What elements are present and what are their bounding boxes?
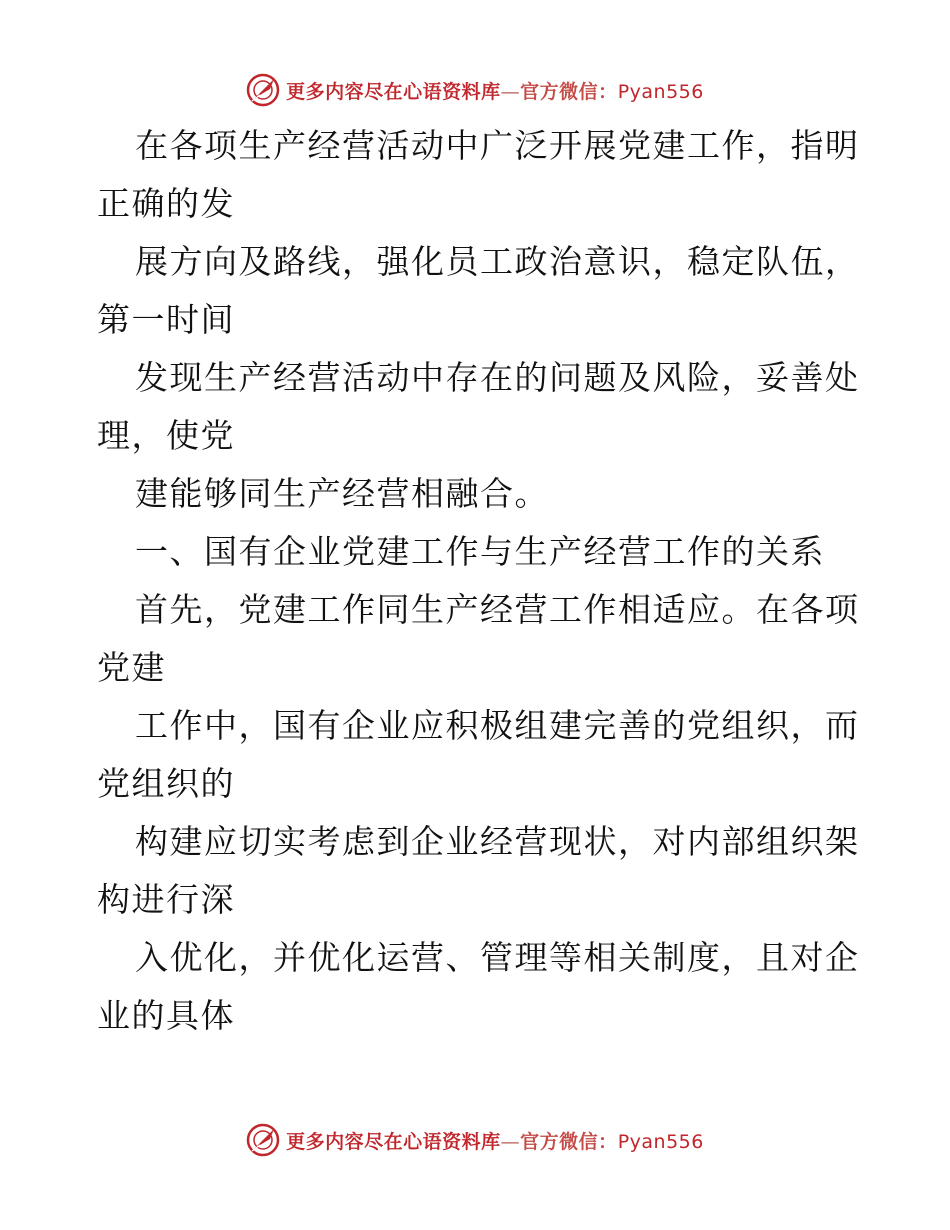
- text-line: 构建应切实考虑到企业经营现状，对内部组织架: [135, 822, 860, 861]
- text-line: 首先，党建工作同生产经营工作相适应。在各项: [135, 590, 860, 629]
- text-line: 入优化，并优化运营、管理等相关制度，且对企: [135, 938, 860, 977]
- footer-watermark-banner: [0, 1120, 950, 1160]
- quill-logo-icon: [246, 1123, 280, 1157]
- text-line: 工作中，国有企业应积极组建完善的党组织，而: [135, 706, 860, 745]
- text-line: 发现生产经营活动中存在的问题及风险，妥善处: [135, 358, 860, 397]
- section-heading: 一、国有企业党建工作与生产经营工作的关系: [135, 532, 825, 571]
- text-line: 展方向及路线，强化员工政治意识，稳定队伍，: [135, 242, 860, 281]
- banner-dash: —: [500, 1130, 521, 1153]
- text-line: 党组织的: [97, 764, 235, 803]
- banner-library-text: 更多内容尽在心语资料库: [286, 1130, 501, 1153]
- text-line: 理，使党: [97, 416, 235, 455]
- text-line: 在各项生产经营活动中广泛开展党建工作，指明: [135, 126, 860, 165]
- banner-library-text: 更多内容尽在心语资料库: [286, 80, 501, 103]
- text-line: 业的具体: [97, 996, 235, 1035]
- banner-wechat-id: Pyan556: [617, 1130, 704, 1153]
- quill-logo-icon: [246, 73, 280, 107]
- text-line: 建能够同生产经营相融合。: [135, 474, 549, 513]
- document-body: [97, 117, 860, 1045]
- text-line: 正确的发: [97, 184, 235, 223]
- banner-text: [286, 1127, 704, 1154]
- text-line: 党建: [97, 648, 166, 687]
- banner-dash: —: [500, 80, 521, 103]
- banner-wechat-id: Pyan556: [617, 80, 704, 103]
- banner-wechat-label: 官方微信：: [520, 80, 618, 103]
- text-line: 构进行深: [97, 880, 235, 919]
- banner-wechat-label: 官方微信：: [520, 1130, 618, 1153]
- banner-text: [286, 77, 704, 104]
- header-watermark-banner: [0, 70, 950, 110]
- text-line: 第一时间: [97, 300, 235, 339]
